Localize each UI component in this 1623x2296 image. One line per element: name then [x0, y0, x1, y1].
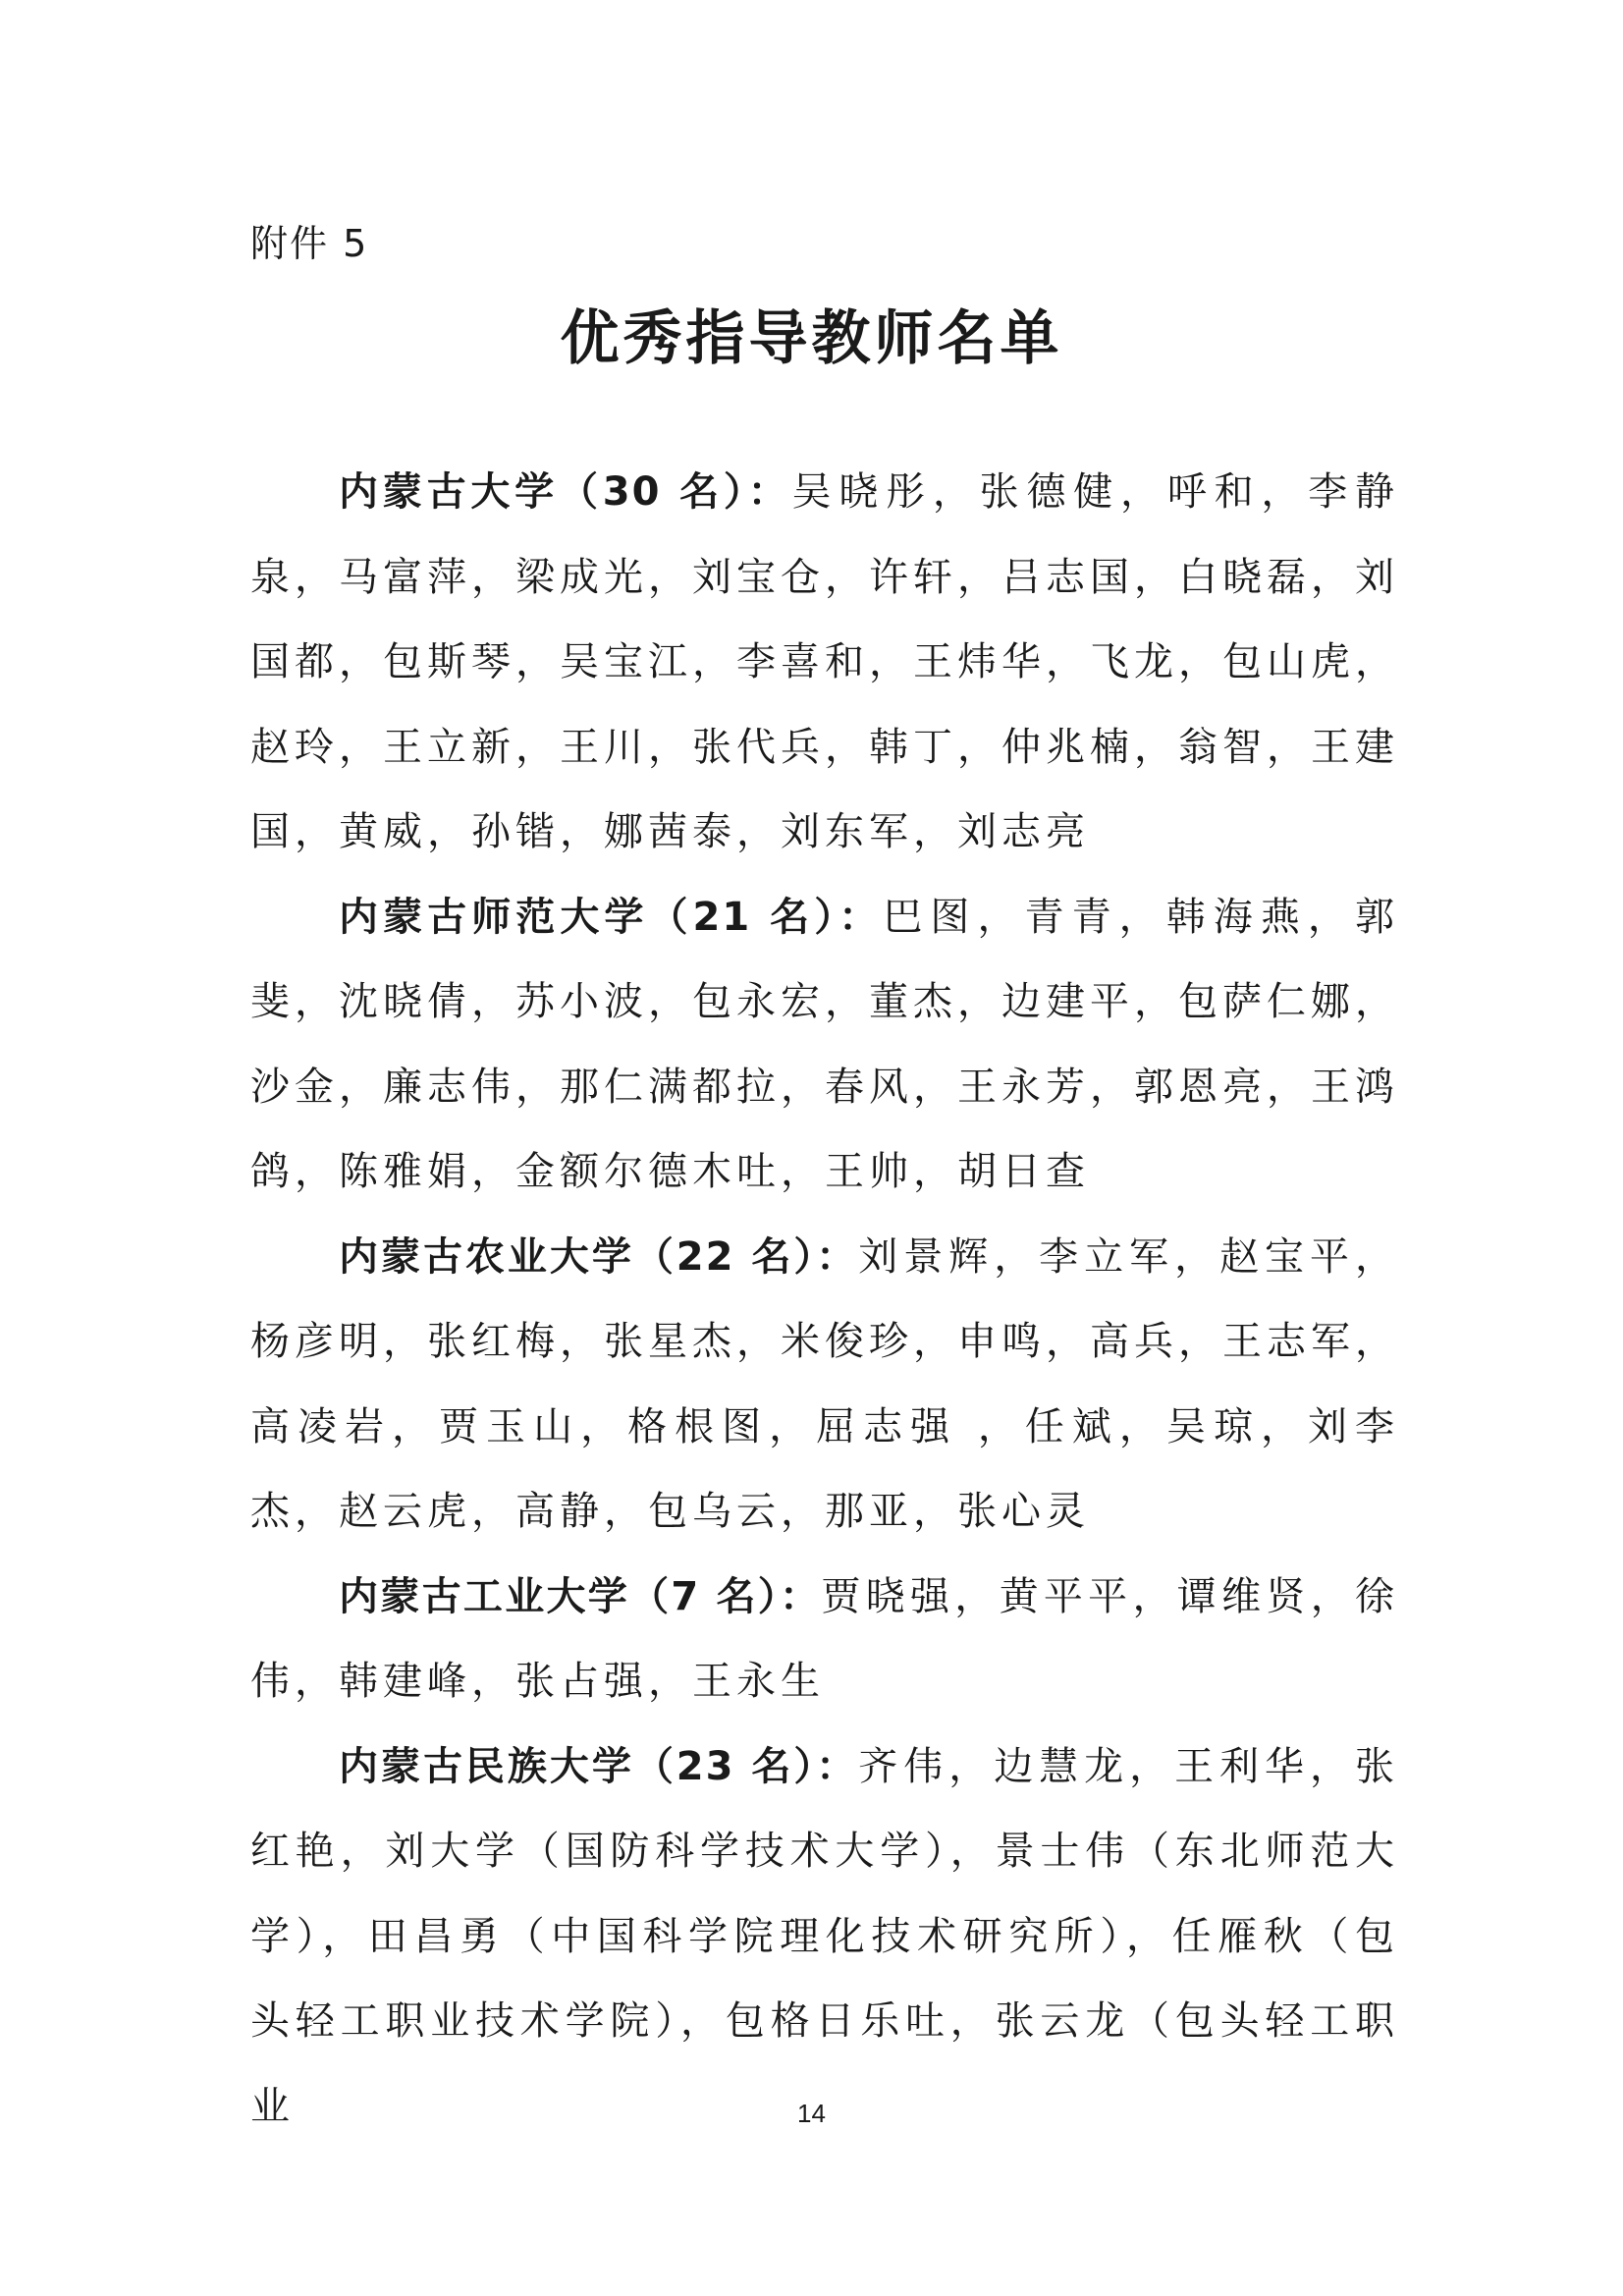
section-paragraph	[250, 1215, 1399, 1555]
university-name: 内蒙古师范大学（21 名）：	[339, 894, 884, 940]
section-paragraph	[250, 1555, 1399, 1724]
page-title: 优秀指导教师名单	[560, 304, 1063, 373]
university-name: 内蒙古农业大学（22 名）：	[339, 1233, 859, 1280]
page-number: 14	[797, 2099, 826, 2128]
teacher-names: 巴图，青青，韩海燕，郭斐，沈晓倩，苏小波，包永宏，董杰，边建平，包萨仁娜，沙金，廉志伟，那仁满都拉，春风，王永芳，郭恩亮，王鸿鸽，陈雅娟，金额尔德木吐，王帅，胡日查	[250, 894, 1399, 1194]
attachment-label: 附件 5	[250, 222, 369, 265]
section-paragraph	[250, 1724, 1399, 2150]
teacher-names: 齐伟，边慧龙，王利华，张红艳，刘大学（国防科学技术大学），景士伟（东北师范大学），田昌勇（中国科学院理化技术研究所），任雁秋（包头轻工职业技术学院），包格日乐吐，张云龙（包头轻工职业	[250, 1743, 1399, 2129]
teacher-list	[250, 450, 1399, 2149]
section-paragraph	[250, 875, 1399, 1215]
university-name: 内蒙古民族大学（23 名）：	[339, 1743, 859, 1789]
teacher-names: 贾晓强，黄平平，谭维贤，徐伟，韩建峰，张占强，王永生	[250, 1573, 1399, 1704]
teacher-names: 刘景辉，李立军，赵宝平，杨彦明，张红梅，张星杰，米俊珍，申鸣，高兵，王志军，高凌岩，贾玉山，格根图，屈志强 ，任斌，吴琼，刘李杰，赵云虎，高静，包乌云，那亚，张心灵	[250, 1233, 1399, 1534]
teacher-names: 吴晓彤，张德健，呼和，李静泉，马富萍，梁成光，刘宝仓，许轩，吕志国，白晓磊，刘国都，包斯琴，吴宝江，李喜和，王炜华，飞龙，包山虎，赵玲，王立新，王川，张代兵，韩丁，仲兆楠，翁智，王建国，黄威，孙锴，娜茜泰，刘东军，刘志亮	[250, 469, 1400, 854]
section-paragraph	[250, 450, 1399, 875]
university-name: 内蒙古大学（30 名）：	[339, 469, 792, 515]
university-name: 内蒙古工业大学（7 名）：	[339, 1573, 822, 1619]
